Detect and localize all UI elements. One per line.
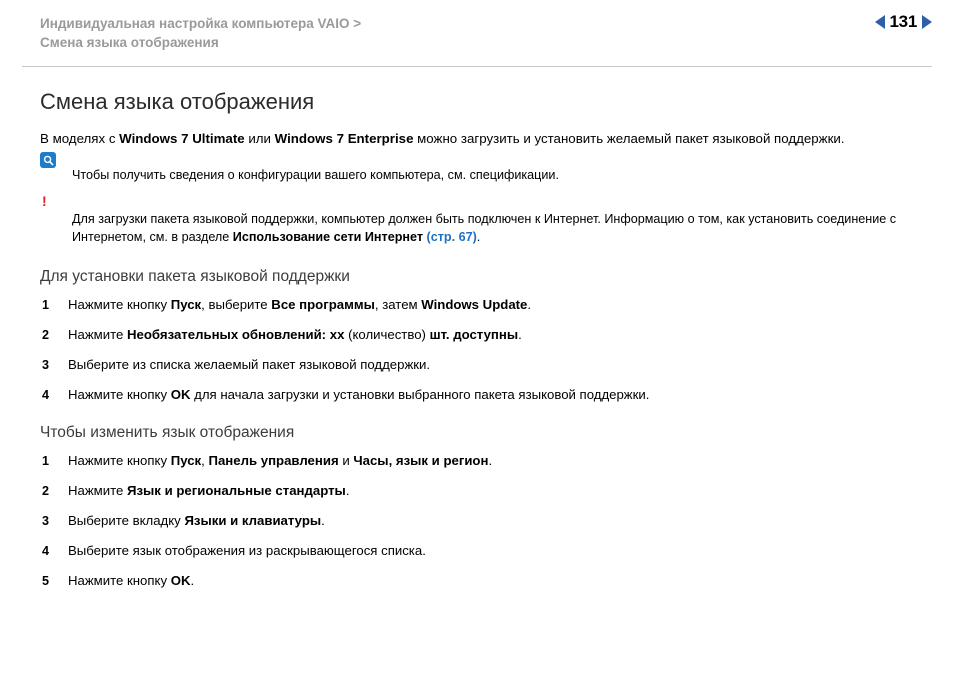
step-text-emphasis: шт. доступны xyxy=(429,327,519,342)
step-text-fragment: , затем xyxy=(374,297,422,312)
intro-text-3: можно загрузить и установить желаемый пакет языковой поддержки. xyxy=(413,131,845,146)
section-2-steps xyxy=(40,452,914,590)
step-text-emphasis: OK xyxy=(170,387,191,402)
step-text-fragment: . xyxy=(345,483,350,498)
step-number: 1 xyxy=(42,454,50,468)
step-text-fragment: Выберите из списка желаемый пакет языковой поддержки. xyxy=(68,357,431,372)
warning-text-3: . xyxy=(476,230,481,244)
page-header xyxy=(0,0,954,66)
step-number: 3 xyxy=(42,514,50,528)
info-note xyxy=(40,166,914,184)
warning-note xyxy=(40,193,914,246)
step-text xyxy=(68,483,349,498)
intro-bold-2: Windows 7 Enterprise xyxy=(274,131,414,146)
step-text xyxy=(68,297,531,312)
warning-text-1: Для загрузки пакета языковой поддержки, компьютер должен быть подключен к Интернет. Информацию о том, как установить соединение с Интернетом, см. в разделе xyxy=(72,212,897,244)
step-item xyxy=(40,386,914,404)
step-text-fragment: Выберите язык отображения из раскрывающегося списка. xyxy=(68,543,426,558)
step-text xyxy=(68,357,430,372)
step-number: 4 xyxy=(42,544,50,558)
step-item xyxy=(40,542,914,560)
step-number: 2 xyxy=(42,328,50,342)
step-text-fragment: и xyxy=(338,453,354,468)
step-text-fragment: . xyxy=(527,297,532,312)
step-text-emphasis: Язык и региональные стандарты xyxy=(127,483,346,498)
step-item xyxy=(40,326,914,344)
step-number: 2 xyxy=(42,484,50,498)
breadcrumb xyxy=(40,14,930,52)
breadcrumb-line-2: Смена языка отображения xyxy=(40,35,219,50)
step-text-fragment: Нажмите xyxy=(68,483,128,498)
step-number: 3 xyxy=(42,358,50,372)
step-text-emphasis: Пуск xyxy=(170,297,202,312)
previous-page-arrow-icon[interactable] xyxy=(875,15,885,29)
exclamation-icon: ! xyxy=(42,193,47,209)
intro-text-2: или xyxy=(244,131,275,146)
warning-note-text xyxy=(72,210,914,246)
step-text-fragment: . xyxy=(518,327,522,342)
step-text-fragment: . xyxy=(190,573,195,588)
step-text-fragment: Нажмите кнопку xyxy=(68,387,171,402)
step-text xyxy=(68,573,194,588)
step-number: 5 xyxy=(42,574,50,588)
step-number: 1 xyxy=(42,298,50,312)
info-note-text: Чтобы получить сведения о конфигурации вашего компьютера, см. спецификации. xyxy=(72,168,559,182)
step-text-fragment: Нажмите xyxy=(68,327,128,342)
step-item xyxy=(40,572,914,590)
section-1-heading: Для установки пакета языковой поддержки xyxy=(40,268,350,285)
warning-bold: Использование сети Интернет xyxy=(232,230,424,244)
step-text-fragment: . xyxy=(488,453,493,468)
section-1-steps xyxy=(40,296,914,404)
step-item xyxy=(40,296,914,314)
intro-bold-1: Windows 7 Ultimate xyxy=(119,131,245,146)
step-text-fragment: (количество) xyxy=(344,327,430,342)
step-text-emphasis: OK xyxy=(170,573,191,588)
step-text xyxy=(68,387,649,402)
step-number: 4 xyxy=(42,388,50,402)
step-text xyxy=(68,513,325,528)
magnifier-icon xyxy=(40,152,56,168)
step-text xyxy=(68,453,492,468)
section-2-heading: Чтобы изменить язык отображения xyxy=(40,424,295,441)
page-navigation xyxy=(875,12,932,32)
breadcrumb-line-1: Индивидуальная настройка компьютера VAIO > xyxy=(40,16,362,31)
page-reference-link[interactable]: (стр. 67) xyxy=(426,230,477,244)
step-text-fragment: , xyxy=(201,453,209,468)
step-text-fragment: Нажмите кнопку xyxy=(68,453,171,468)
step-text xyxy=(68,327,522,342)
step-text-fragment: , выберите xyxy=(201,297,272,312)
document-content xyxy=(0,67,954,590)
step-text-emphasis: Windows Update xyxy=(421,297,528,312)
step-item xyxy=(40,512,914,530)
next-page-arrow-icon[interactable] xyxy=(922,15,932,29)
page-number: 131 xyxy=(889,12,917,31)
step-text-fragment: для начала загрузки и установки выбранного пакета языковой поддержки. xyxy=(190,387,650,402)
step-text-fragment: . xyxy=(321,513,325,528)
step-text xyxy=(68,543,426,558)
step-text-emphasis: Часы, язык и регион xyxy=(353,453,489,468)
step-text-fragment: Выберите вкладку xyxy=(68,513,185,528)
step-item xyxy=(40,452,914,470)
intro-paragraph xyxy=(40,129,914,148)
intro-text-1: В моделях с xyxy=(40,131,120,146)
step-text-emphasis: Все программы xyxy=(271,297,375,312)
step-item xyxy=(40,356,914,374)
step-text-emphasis: Необязательных обновлений: xx xyxy=(127,327,345,342)
step-text-emphasis: Пуск xyxy=(170,453,202,468)
step-text-fragment: Нажмите кнопку xyxy=(68,297,171,312)
page-title: Смена языка отображения xyxy=(40,89,315,114)
step-text-emphasis: Панель управления xyxy=(208,453,339,468)
step-text-emphasis: Языки и клавиатуры xyxy=(184,513,322,528)
step-text-fragment: Нажмите кнопку xyxy=(68,573,171,588)
step-item xyxy=(40,482,914,500)
